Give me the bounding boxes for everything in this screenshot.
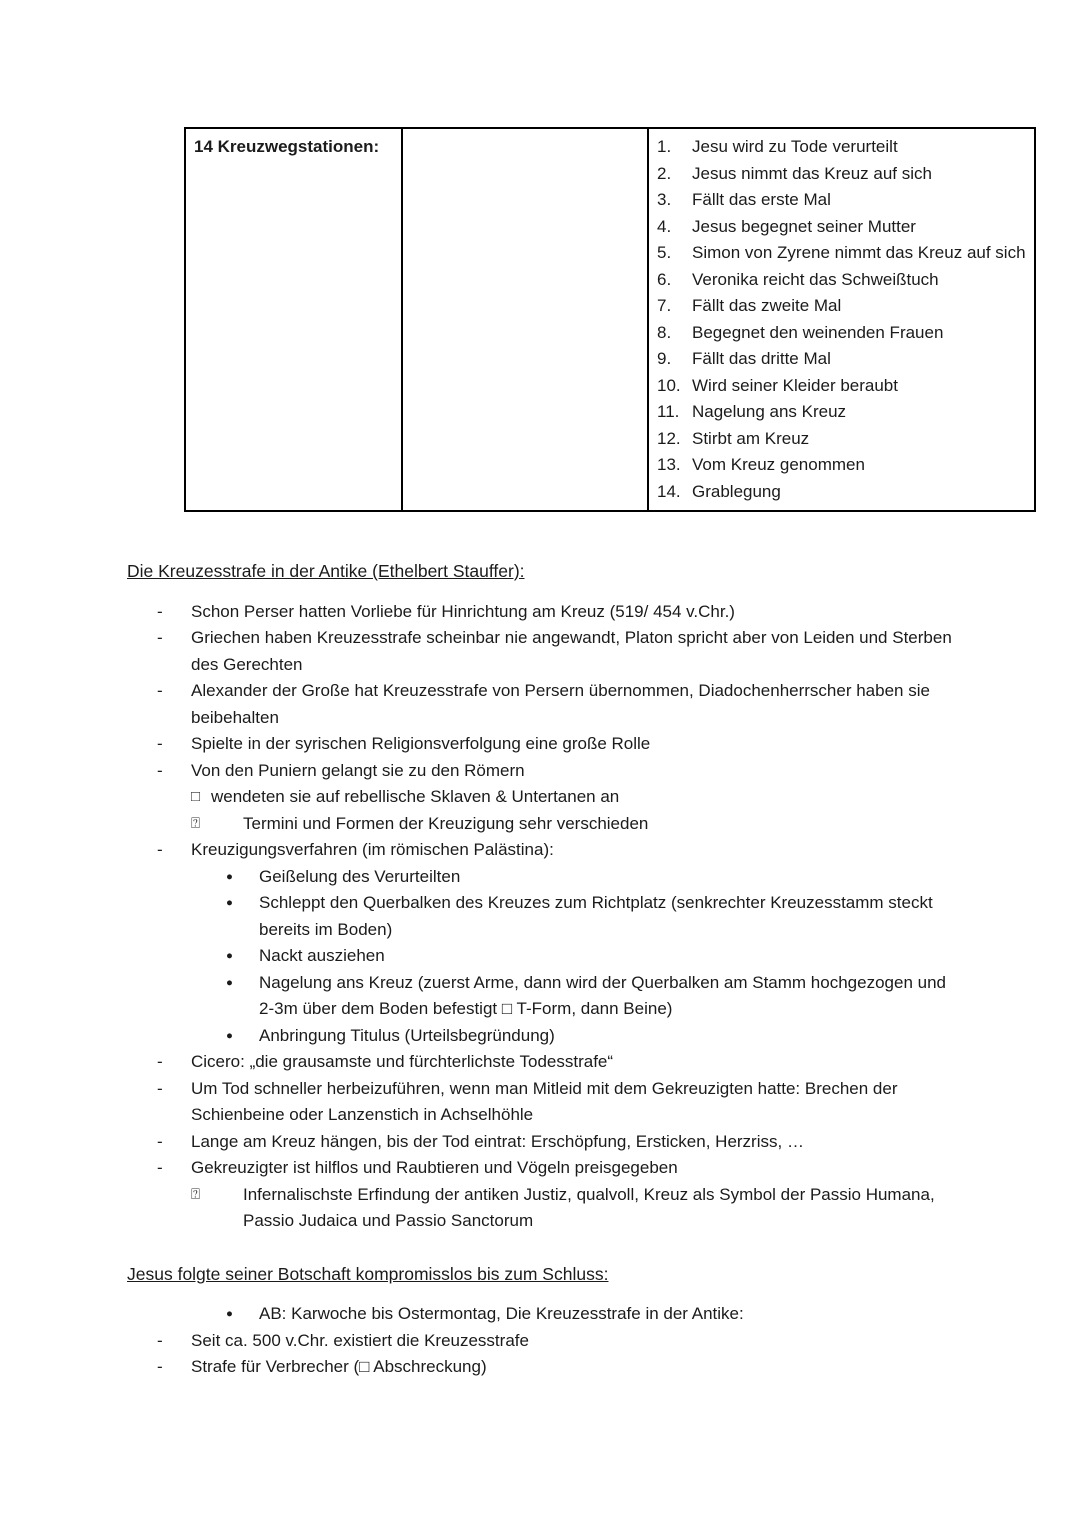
station-item [657,187,1026,214]
section-heading-kreuzesstrafe: Die Kreuzesstrafe in der Antike (Ethelbert Stauffer): [127,561,525,581]
station-text: Simon von Zyrene nimmt das Kreuz auf sich [692,243,1026,262]
list-item [157,837,959,864]
dash-marker: - [157,1078,163,1098]
station-number: 6. [657,269,672,289]
list-item-text: Nackt ausziehen [259,946,385,965]
bullet-icon: ● [226,897,233,909]
list-item [226,970,959,1023]
station-number: 7. [657,296,672,315]
list-item-text: AB: Karwoche bis Ostermontag, Die Kreuzesstrafe in der Antike: [259,1304,744,1323]
station-item [657,293,1026,320]
dash-marker: - [157,601,163,621]
station-number: 12. [657,428,681,448]
box-question-icon: ⍰ [191,814,201,832]
list-item-text: Alexander der Große hat Kreuzesstrafe von Persern übernommen, Diadochenherrscher haben sie beibehalten [191,681,930,727]
station-number: 9. [657,349,672,368]
list-item [157,1129,959,1156]
list-item [191,811,959,838]
bullet-icon: ● [226,976,233,989]
list-item [157,599,959,626]
station-number: 1. [657,137,672,156]
station-number: 14. [657,481,681,501]
station-text: Veronika reicht das Schweißtuch [692,269,939,289]
stations-table-row [185,128,1035,511]
station-item [657,240,1026,267]
list-item-text: Schleppt den Querbalken des Kreuzes zum Richtplatz (senkrechter Kreuzesstamm steckt bereits im Boden) [259,893,933,939]
list-item [157,758,959,785]
station-text: Begegnet den weinenden Frauen [692,322,944,342]
station-text: Vom Kreuz genommen [692,455,865,474]
station-item [657,267,1026,294]
bullet-icon: ● [226,1308,233,1320]
list-item [226,890,959,943]
list-item-text: Strafe für Verbrecher (□ Abschreckung) [191,1357,487,1376]
dash-marker: - [157,1131,163,1151]
station-text: Jesu wird zu Tode verurteilt [692,137,898,156]
box-question-icon: ⍰ [191,1185,201,1203]
list-item-text: Griechen haben Kreuzesstrafe scheinbar nie angewandt, Platon spricht aber von Leiden und Sterben des Gerechten [191,628,952,674]
station-item [657,426,1026,453]
section-heading-jesus-botschaft: Jesus folgte seiner Botschaft kompromisslos bis zum Schluss: [127,1263,609,1284]
station-number: 4. [657,216,672,236]
list-item-text: Infernalischste Erfindung der antiken Justiz, qualvoll, Kreuz als Symbol der Passio Humana, Passio Judaica und Passio Sanctorum [243,1184,935,1230]
station-text: Nagelung ans Kreuz [692,402,847,421]
station-item [657,452,1026,479]
list-item-text: Seit ca. 500 v.Chr. existiert die Kreuzesstrafe [191,1330,529,1350]
stations-table-empty-cell [402,128,648,511]
list-item-text: Von den Puniern gelangt sie zu den Römern [191,760,525,780]
list-item [157,1049,959,1076]
station-item [657,346,1026,373]
station-text: Grablegung [692,481,781,501]
list-item [226,1301,959,1328]
list-item [157,1354,959,1381]
list-item-text: Gekreuzigter ist hilflos und Raubtieren und Vögeln preisgegeben [191,1158,678,1177]
stations-table-label-cell [185,128,402,511]
station-text: Jesus begegnet seiner Mutter [692,216,916,236]
list-item [226,864,959,891]
list-item-text: Kreuzigungsverfahren (im römischen Palästina): [191,840,554,859]
stations-table [184,127,1036,512]
station-item [657,399,1026,426]
list-item-text: Lange am Kreuz hängen, bis der Tod eintrat: Erschöpfung, Ersticken, Herzriss, … [191,1131,804,1151]
list-item-text: Anbringung Titulus (Urteilsbegründung) [259,1025,555,1045]
list-item [191,1182,959,1235]
station-text: Fällt das dritte Mal [692,349,831,368]
dash-marker: - [157,734,163,753]
station-item [657,320,1026,347]
station-number: 13. [657,455,681,474]
dash-marker: - [157,681,163,700]
list-item [157,1155,959,1182]
bullet-icon: ● [226,1029,233,1042]
list-item-text: Cicero: „die grausamste und fürchterlichste Todesstrafe“ [191,1052,614,1071]
list-item-text: Geißelung des Verurteilten [259,866,461,886]
station-number: 11. [657,402,680,421]
dash-marker: - [157,760,163,780]
dash-marker: - [157,840,163,859]
list-item [157,678,959,731]
station-item [657,214,1026,241]
dash-marker: - [157,1357,163,1376]
list-item [157,1076,959,1129]
station-text: Fällt das erste Mal [692,190,831,209]
station-text: Fällt das zweite Mal [692,296,842,315]
station-text: Jesus nimmt das Kreuz auf sich [692,163,932,183]
station-item [657,479,1026,506]
list-item [226,943,959,970]
list-item-text: Schon Perser hatten Vorliebe für Hinrichtung am Kreuz (519/ 454 v.Chr.) [191,601,735,621]
station-text: Wird seiner Kleider beraubt [692,375,898,395]
list-item [226,1023,959,1050]
bullet-icon: ● [226,950,233,962]
station-text: Stirbt am Kreuz [692,428,810,448]
dash-marker: - [157,1158,163,1177]
dash-marker: - [157,1052,163,1071]
list-item [157,625,959,678]
bullet-icon: ● [226,870,233,883]
station-number: 5. [657,243,672,262]
list-item [157,731,959,758]
station-item [657,134,1026,161]
list-item-text: wendeten sie auf rebellische Sklaven & Untertanen an [211,787,620,806]
station-number: 8. [657,322,672,342]
list-item-text: Nagelung ans Kreuz (zuerst Arme, dann wird der Querbalken am Stamm hochgezogen und 2-3m über dem Boden befestigt □ T-Form, dann Beine) [259,972,946,1018]
station-item [657,373,1026,400]
station-number: 3. [657,190,672,209]
list-item [191,784,959,811]
station-number: 10. [657,375,681,395]
list-item-text: Termini und Formen der Kreuzigung sehr verschieden [243,813,649,833]
box-icon: □ [191,788,201,805]
dash-marker: - [157,628,163,647]
dash-marker: - [157,1330,163,1350]
stations-table-list-cell [648,128,1035,511]
station-number: 2. [657,163,672,183]
list-item-text: Spielte in der syrischen Religionsverfolgung eine große Rolle [191,734,651,753]
stations-table-label: 14 Kreuzwegstationen: [194,137,380,156]
list-item-text: Um Tod schneller herbeizuführen, wenn man Mitleid mit dem Gekreuzigten hatte: Brechen der Schienbeine oder Lanzenstich in Achselhöhle [191,1078,898,1124]
list-item [157,1328,959,1355]
station-item [657,161,1026,188]
